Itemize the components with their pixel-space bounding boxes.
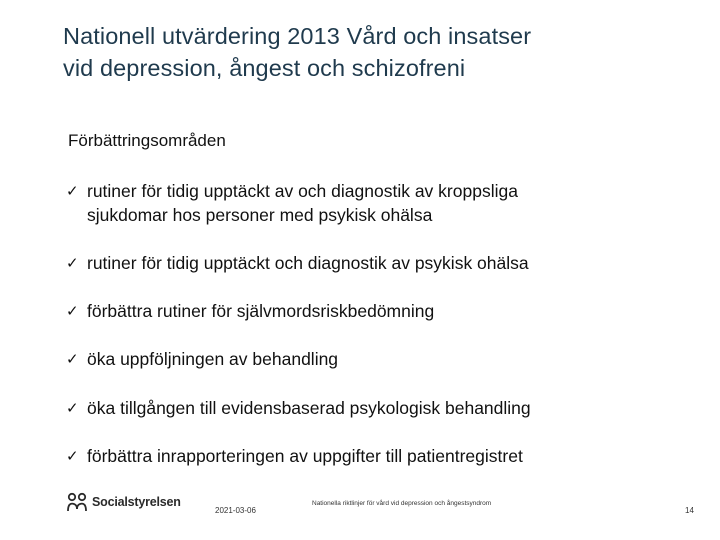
footer-caption: Nationella riktlinjer för vård vid depression och ångestsyndrom: [312, 500, 492, 507]
list-item-text: rutiner för tidig upptäckt och diagnostik av psykisk ohälsa: [87, 253, 529, 273]
list-item-text: förbättra rutiner för självmordsriskbedömning: [87, 301, 435, 321]
list-item: [66, 251, 666, 275]
list-item-text: förbättra inrapporteringen av uppgifter till patientregistret: [87, 446, 523, 466]
slide-title-line-2: vid depression, ångest och schizofreni: [63, 55, 466, 81]
checkmark-icon: ✓: [66, 447, 79, 465]
list-item: [66, 396, 666, 420]
slide-title: [63, 20, 703, 84]
list-item-text: öka uppföljningen av behandling: [87, 349, 339, 369]
logo-text: Socialstyrelsen: [92, 495, 181, 509]
logo-emblem-icon: [65, 491, 89, 513]
list-item-text: öka tillgången till evidensbaserad psykologisk behandling: [87, 398, 531, 418]
slide-title-line-1: Nationell utvärdering 2013 Vård och insatser: [63, 23, 532, 49]
checkmark-icon: ✓: [66, 254, 79, 272]
list-item: [66, 347, 666, 371]
section-heading: Förbättringsområden: [68, 131, 226, 150]
socialstyrelsen-logo: [65, 489, 181, 515]
checkmark-icon: ✓: [66, 399, 79, 417]
slide-footer: [0, 480, 720, 540]
list-item: [66, 179, 666, 227]
list-item-line-1: rutiner för tidig upptäckt av och diagnostik av kroppsliga: [87, 181, 518, 201]
checkmark-icon: ✓: [66, 350, 79, 368]
checkmark-icon: ✓: [66, 182, 79, 200]
list-item: [66, 299, 666, 323]
page-number: 14: [685, 506, 694, 515]
slide-date: 2021-03-06: [215, 506, 256, 515]
checkmark-icon: ✓: [66, 302, 79, 320]
list-item-line-2: sjukdomar hos personer med psykisk ohälsa: [87, 205, 433, 225]
list-item: [66, 444, 666, 468]
